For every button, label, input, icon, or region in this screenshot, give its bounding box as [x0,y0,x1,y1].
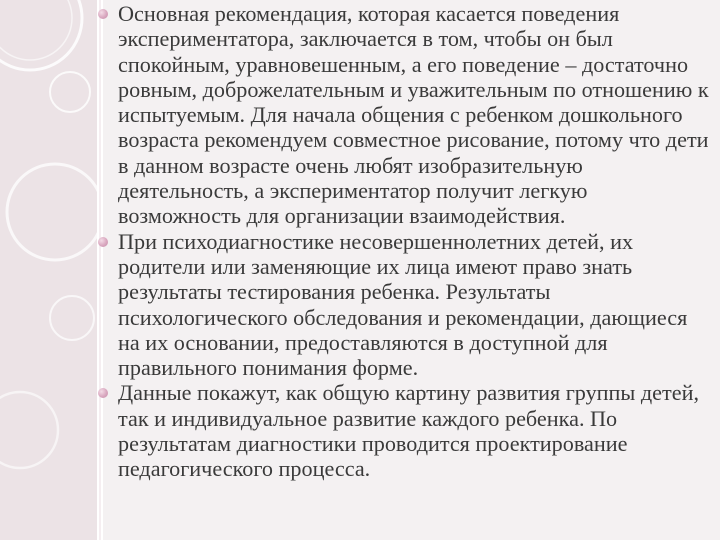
bullet-text: Данные покажут, как общую картину развития группы детей, так и индивидуальное развитие каждого ребенка. По результатам диагностики проводится проектирование педагогического процесса. [118,380,699,482]
ring-top-large [0,0,82,70]
bullet-item-2 [118,229,714,381]
bullet-dot-icon [98,237,108,247]
bullet-item-1 [118,1,714,229]
decorative-side-panel [0,0,97,540]
panel-divider-accent [99,0,101,540]
ring-middle-small [50,296,94,340]
bullet-dot-icon [98,9,108,19]
decorative-rings-graphic [0,0,97,540]
ring-top-small [50,72,90,112]
ring-middle-large [7,164,97,260]
bullet-dot-icon [98,388,108,398]
ring-bottom [0,392,58,468]
ring-top-inner [0,0,72,60]
bullet-item-3 [118,380,714,481]
bullet-text: Основная рекомендация, которая касается поведения экспериментатора, заключается в том, чтобы он был спокойным, уравновешенным, а его поведение – достаточно ровным, доброжелательным и уважительным по отношению к испытуемым. Для начала общения с ребенком дошкольного возраста рекомендуем совместное рисование, потому что дети в данном возрасте очень любят изобразительную деятельность, а экспериментатор получит легкую возможность для организации взаимодействия. [118,1,709,229]
slide-content [118,0,718,540]
bullet-list [118,0,714,481]
bullet-text: При психодиагностике несовершеннолетних детей, их родители или заменяющие их лица имеют право знать результаты тестирования ребенка. Результаты психологического обследования и рекомендации, дающиеся на их основании, предоставляются в доступной для правильного понимания форме. [118,228,688,381]
